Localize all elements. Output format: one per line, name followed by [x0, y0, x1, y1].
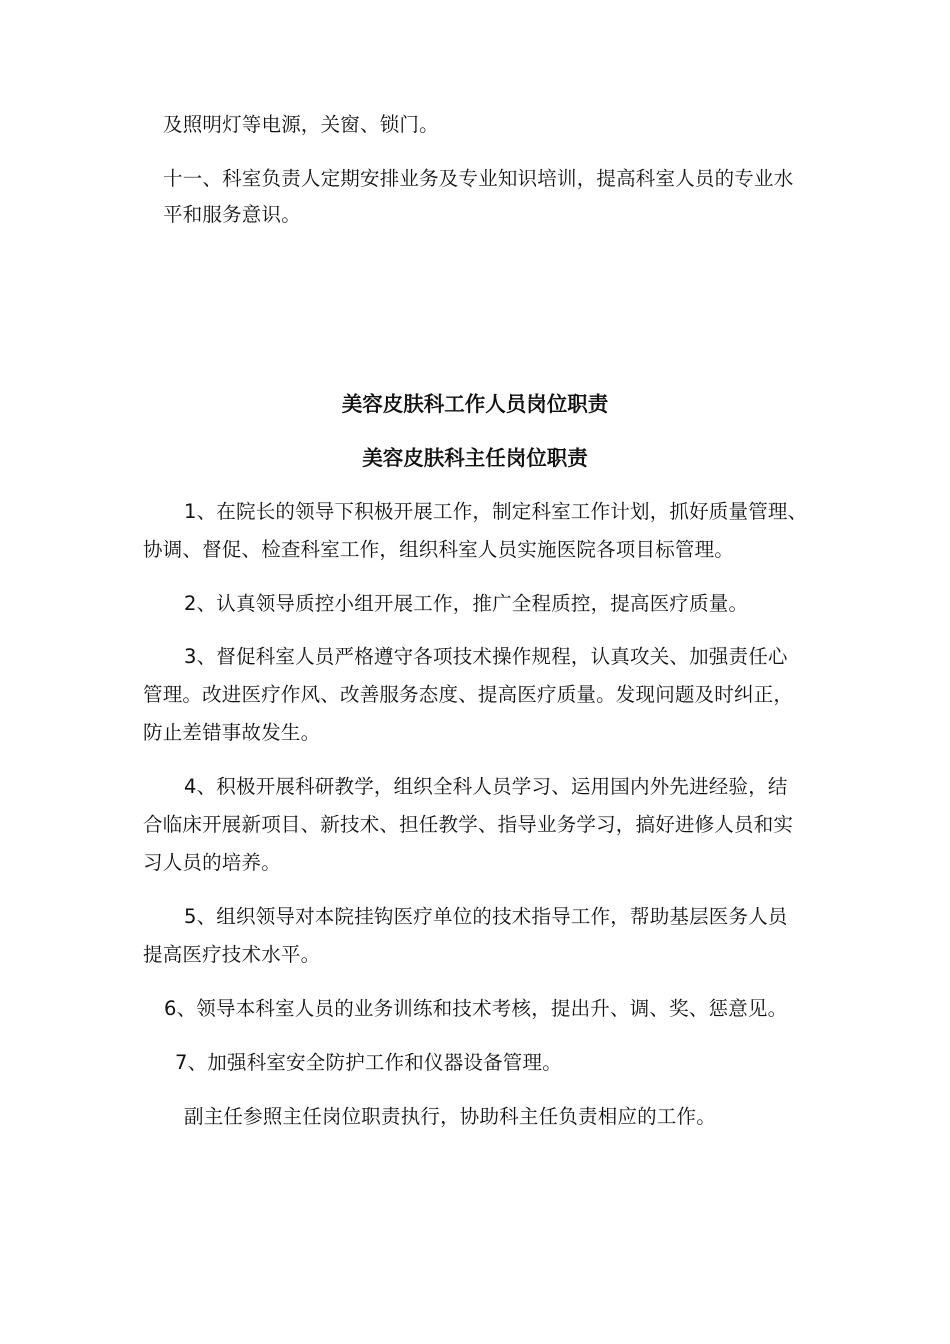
item-4-line: 习人员的培养。	[143, 851, 281, 874]
section-title: 美容皮肤科主任岗位职责	[362, 446, 588, 470]
item-1-line: 1、在院长的领导下积极开展工作，制定科室工作计划，抓好质量管理、	[184, 500, 808, 523]
item-2-line: 2、认真领导质控小组开展工作，推广全程质控，提高医疗质量。	[184, 592, 749, 615]
item-5-line: 5、组织领导对本院挂钩医疗单位的技术指导工作，帮助基层医务人员	[184, 905, 788, 928]
item-3-line: 防止差错事故发生。	[143, 721, 321, 744]
item-11-line: 平和服务意识。	[163, 203, 301, 226]
item-4-line: 4、积极开展科研教学，组织全科人员学习、运用国内外先进经验，结	[184, 775, 788, 798]
item-1-line: 协调、督促、检查科室工作，组织科室人员实施医院各项目标管理。	[143, 538, 735, 561]
item-3-line: 3、督促科室人员严格遵守各项技术操作规程，认真攻关、加强责任心	[184, 645, 788, 668]
paragraph-line: 及照明灯等电源，关窗、锁门。	[163, 113, 439, 136]
item-5-line: 提高医疗技术水平。	[143, 943, 321, 966]
item-6-line: 6、领导本科室人员的业务训练和技术考核，提出升、调、奖、惩意见。	[164, 997, 788, 1020]
item-3-line: 管理。改进医疗作风、改善服务态度、提高医疗质量。发现问题及时纠正，	[143, 683, 794, 706]
item-4-line: 合临床开展新项目、新技术、担任教学、指导业务学习，搞好进修人员和实	[143, 813, 794, 836]
deputy-note: 副主任参照主任岗位职责执行，协助科主任负责相应的工作。	[184, 1105, 716, 1128]
item-11-line: 十一、科室负责人定期安排业务及专业知识培训，提高科室人员的专业水	[163, 167, 794, 190]
document-title: 美容皮肤科工作人员岗位职责	[341, 392, 609, 416]
item-7-line: 7、加强科室安全防护工作和仪器设备管理。	[175, 1051, 562, 1074]
